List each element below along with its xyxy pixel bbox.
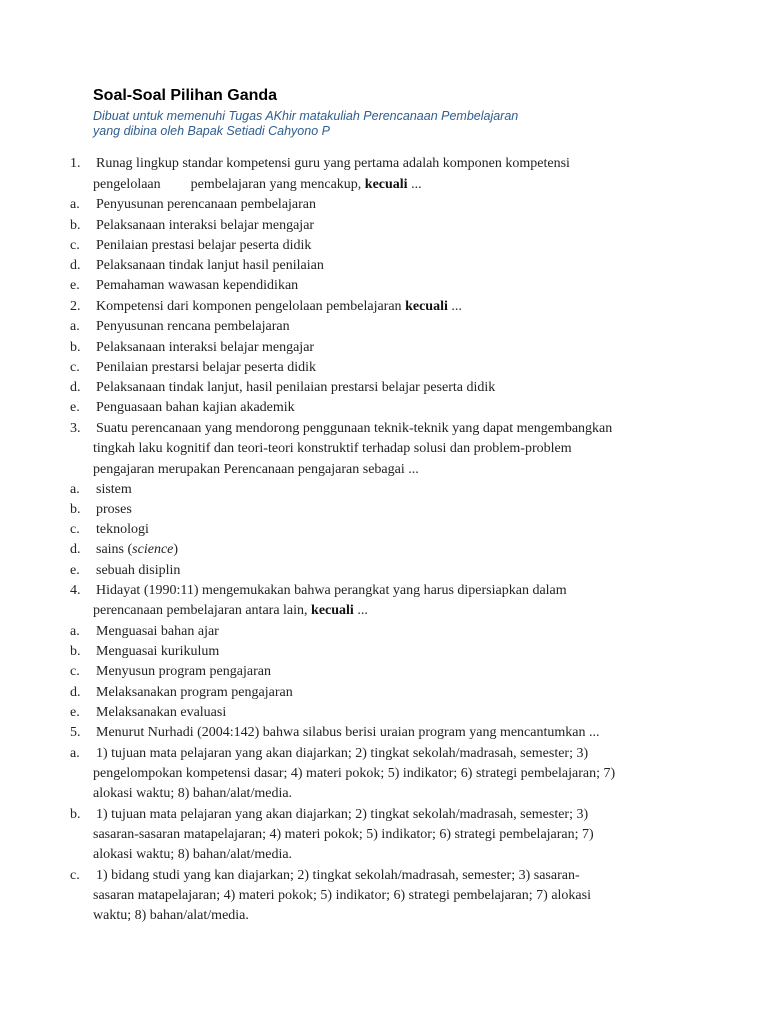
- question-number: 3.: [70, 421, 81, 436]
- question-number: 5.: [70, 725, 81, 740]
- question-number: 1.: [70, 156, 81, 171]
- document-title: Soal-Soal Pilihan Ganda: [93, 87, 278, 104]
- emphasis-word: kecuali: [311, 603, 354, 618]
- question-text: pengelolaan pembelajaran yang mencakup, kecuali ...: [93, 177, 422, 192]
- question-text: Hidayat (1990:11) mengemukakan bahwa perangkat yang harus dipersiapkan dalam: [96, 583, 567, 598]
- subtitle-line: Dibuat untuk memenuhi Tugas AKhir matakuliah Perencanaan Pembelajaran: [93, 109, 519, 123]
- subtitle-line: yang dibina oleh Bapak Setiadi Cahyono P: [93, 124, 330, 138]
- question-text: Suatu perencanaan yang mendorong penggunaan teknik-teknik yang dapat mengembangkan: [96, 421, 613, 436]
- question-number: 2.: [70, 299, 81, 314]
- emphasis-word: kecuali: [405, 299, 448, 314]
- question-text: Menurut Nurhadi (2004:142) bahwa silabus berisi uraian program yang mencantumkan ...: [96, 725, 600, 740]
- question-text: Runag lingkup standar kompetensi guru yang pertama adalah komponen kompetensi: [96, 156, 570, 171]
- question-text: Kompetensi dari komponen pengelolaan pembelajaran kecuali ...: [96, 299, 462, 314]
- question-number: 4.: [70, 583, 81, 598]
- document-subtitle: [93, 109, 518, 139]
- document-page: Soal-Soal Pilihan Ganda Dibuat untuk memenuhi Tugas AKhir matakuliah Perencanaan Pembelajaran yang dibina oleh Bapak Setiadi Cahyono P 1. Runag lingkup standar kompetensi guru yang pertama adalah komponen kompetensi pengelolaan pembelajaran yang mencakup, kecuali ... a. Penyusunan perencanaan pembelajaran b. Pelaksanaan interaksi belajar mengajar c. Penilaian prestasi belajar peserta didik d. Pelaksanaan tindak lanjut hasil penilaian e. Pemahaman wawasan kependidikan 2. Kompetensi dari komponen pengelolaan pembelajaran kecuali ... a. Penyusunan rencana pembelajaran b. Pelaksanaan interaksi belajar mengajar c. Penilaian prestarsi belajar peserta didik d. Pelaksanaan tindak lanjut, hasil penilaian prestarsi belajar peserta didik e. Penguasaan bahan kajian akademik 3. Suatu perencanaan yang mendorong penggunaan teknik-teknik yang dapat mengembangkan tingkah laku kognitif dan teori-teori konstruktif terhadap solusi dan problem-problem pengajaran merupakan Perencanaan pengajaran sebagai ... a. sistem b. proses c. teknologi d. sains (science) e. sebuah disiplin 4. Hidayat (1990:11) mengemukakan bahwa perangkat yang harus dipersiapkan dalam perencanaan pembelajaran antara lain, kecuali ... a. Menguasai bahan ajar b. Menguasai kurikulum c. Menyusun program pengajaran d. Melaksanakan program pengajaran e. Melaksanakan evaluasi 5. Menurut Nurhadi (2004:142) bahwa silabus berisi uraian program yang mencantumkan ... a. 1) tujuan mata pelajaran yang akan diajarkan; 2) tingkat sekolah/madrasah, semester; 3) pengelompokan kompetensi dasar; 4) materi pokok; 5) indikator; 6) strategi pembelajaran; 7) alokasi waktu; 8) bahan/alat/media. b. 1) tujuan mata pelajaran yang akan diajarkan; 2) tingkat sekolah/madrasah, semester; 3) sasaran-sasaran matapelajaran; 4) materi pokok; 5) indikator; 6) strategi pembelajaran; 7) alokasi waktu; 8) bahan/alat/media. c. 1) bidang studi yang kan diajarkan; 2) tingkat sekolah/madrasah, semester; 3) sasaran- sasaran matapelajaran; 4) materi pokok; 5) indikator; 6) strategi pembelajaran; 7) alokasi waktu; 8) bahan/alat/media.: [70, 87, 616, 923]
- emphasis-word: kecuali: [364, 177, 408, 192]
